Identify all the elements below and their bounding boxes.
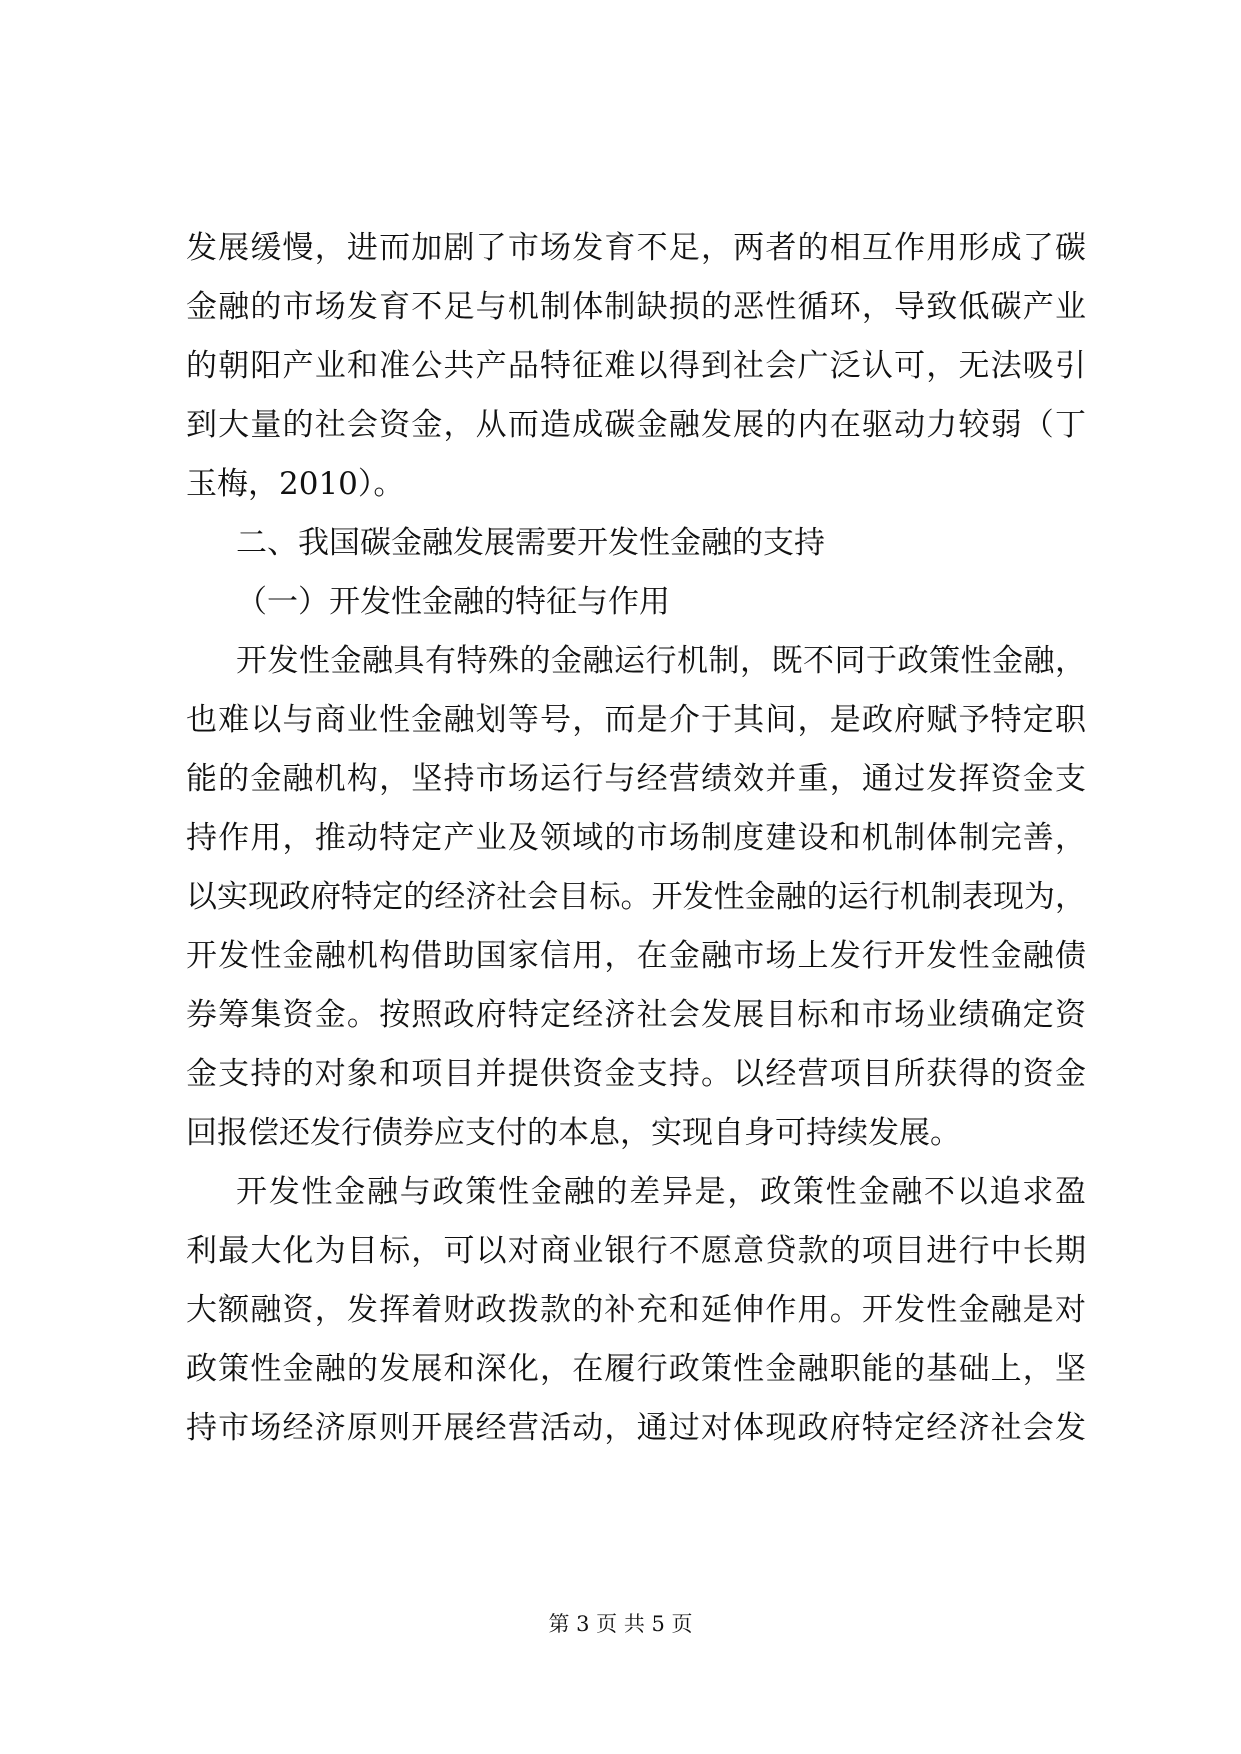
paragraph-2-line-2: 也难以与商业性金融划等号，而是介于其间，是政府赋予特定职 [186, 702, 1086, 738]
subsection-heading: （一）开发性金融的特征与作用 [236, 584, 670, 620]
paragraph-1-line-5: 玉梅，2010）。 [186, 466, 405, 502]
paragraph-3-line-5: 持市场经济原则开展经营活动，通过对体现政府特定经济社会发 [186, 1410, 1086, 1446]
paragraph-3-line-1: 开发性金融与政策性金融的差异是，政策性金融不以追求盈 [236, 1174, 1086, 1210]
paragraph-2-line-6: 开发性金融机构借助国家信用，在金融市场上发行开发性金融债 [186, 938, 1086, 974]
paragraph-2-line-5: 以实现政府特定的经济社会目标。开发性金融的运行机制表现为， [186, 879, 1086, 915]
page-number-footer: 第 3 页 共 5 页 [548, 1612, 693, 1636]
paragraph-2-line-8: 金支持的对象和项目并提供资金支持。以经营项目所获得的资金 [186, 1056, 1086, 1092]
paragraph-2-line-1: 开发性金融具有特殊的金融运行机制，既不同于政策性金融， [236, 643, 1086, 679]
paragraph-2-line-4: 持作用，推动特定产业及领域的市场制度建设和机制体制完善， [186, 820, 1086, 856]
section-heading: 二、我国碳金融发展需要开发性金融的支持 [236, 525, 825, 561]
paragraph-2-line-9: 回报偿还发行债券应支付的本息，实现自身可持续发展。 [186, 1115, 961, 1151]
paragraph-3-line-4: 政策性金融的发展和深化，在履行政策性金融职能的基础上，坚 [186, 1351, 1086, 1387]
paragraph-1-line-1: 发展缓慢，进而加剧了市场发育不足，两者的相互作用形成了碳 [186, 230, 1086, 266]
paragraph-3-line-3: 大额融资，发挥着财政拨款的补充和延伸作用。开发性金融是对 [186, 1292, 1086, 1328]
paragraph-1-line-3: 的朝阳产业和准公共产品特征难以得到社会广泛认可，无法吸引 [186, 348, 1086, 384]
paragraph-2-line-3: 能的金融机构，坚持市场运行与经营绩效并重，通过发挥资金支 [186, 761, 1086, 797]
paragraph-1-line-4: 到大量的社会资金，从而造成碳金融发展的内在驱动力较弱（丁 [186, 407, 1086, 443]
paragraph-2-line-7: 券筹集资金。按照政府特定经济社会发展目标和市场业绩确定资 [186, 997, 1086, 1033]
paragraph-1-line-2: 金融的市场发育不足与机制体制缺损的恶性循环，导致低碳产业 [186, 289, 1086, 325]
paragraph-3-line-2: 利最大化为目标，可以对商业银行不愿意贷款的项目进行中长期 [186, 1233, 1086, 1269]
